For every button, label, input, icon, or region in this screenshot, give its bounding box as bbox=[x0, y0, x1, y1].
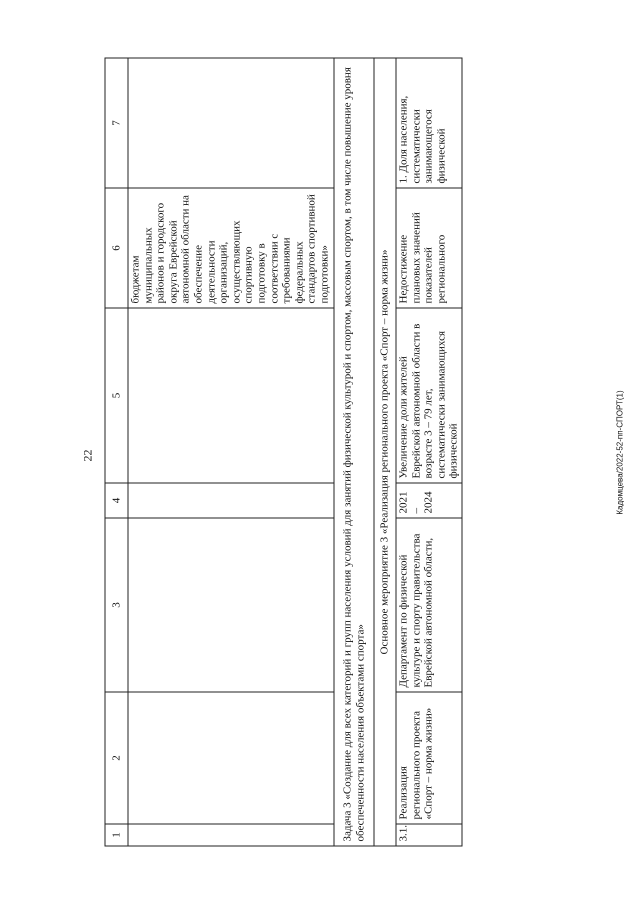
header-col-4: 4 bbox=[105, 483, 128, 518]
rotated-table-container bbox=[105, 59, 460, 847]
header-row bbox=[105, 58, 128, 846]
header-col-1: 1 bbox=[105, 824, 128, 846]
cell-empty bbox=[128, 518, 334, 692]
cell-empty bbox=[128, 483, 334, 518]
measure-row bbox=[374, 58, 396, 846]
cell-empty bbox=[128, 58, 334, 188]
header-col-7: 7 bbox=[105, 58, 128, 188]
cell-empty bbox=[128, 692, 334, 824]
row-3-1 bbox=[396, 58, 462, 846]
executor: Департамент по физической культуре и спорту правительства Еврейской автономной области, bbox=[396, 518, 462, 692]
cell-empty bbox=[128, 824, 334, 846]
header-col-6: 6 bbox=[105, 188, 128, 308]
period: 2021 – 2024 bbox=[396, 483, 462, 518]
task-row bbox=[334, 58, 374, 846]
page-number: 22 bbox=[80, 449, 95, 462]
consequence: Недостижение плановых значений показателей регионального bbox=[396, 188, 462, 308]
continuation-row bbox=[128, 58, 334, 846]
header-col-3: 3 bbox=[105, 518, 128, 692]
task-3-heading: Задача 3 «Создание для всех категорий и групп населения условий для занятий физической культурой и спортом, массовым спортом, в том числе повышение уровня обеспеченности населения объектами спорта» bbox=[334, 58, 374, 846]
measure-3-heading: Основное мероприятие 3 «Реализация регионального проекта «Спорт – норма жизни» bbox=[374, 58, 396, 846]
measure-name: Реализация регионального проекта «Спорт – норма жизни» bbox=[396, 692, 462, 824]
cell-empty bbox=[128, 308, 334, 483]
header-col-2: 2 bbox=[105, 692, 128, 824]
indicator: 1. Доля населения, систематически занимающегося физической bbox=[396, 58, 462, 188]
expected-result: Увеличение доли жителей Еврейской автономной области в возрасте 3 – 79 лет, систематически занимающихся физической bbox=[396, 308, 462, 483]
document-side-label: Кадомцева/2022-52-пп-СПОРТ(1) bbox=[615, 390, 625, 515]
row-number: 3.1. bbox=[396, 824, 462, 846]
header-col-5: 5 bbox=[105, 308, 128, 483]
cell-funding-description: бюджетам муниципальных районов и городского округа Еврейской автономной области на обеспечение деятельности организаций, осуществляющих спортивную подготовку в соответствии с требованиями федеральных стандартов спортивной подготовки» bbox=[128, 188, 334, 308]
program-table bbox=[105, 58, 463, 847]
